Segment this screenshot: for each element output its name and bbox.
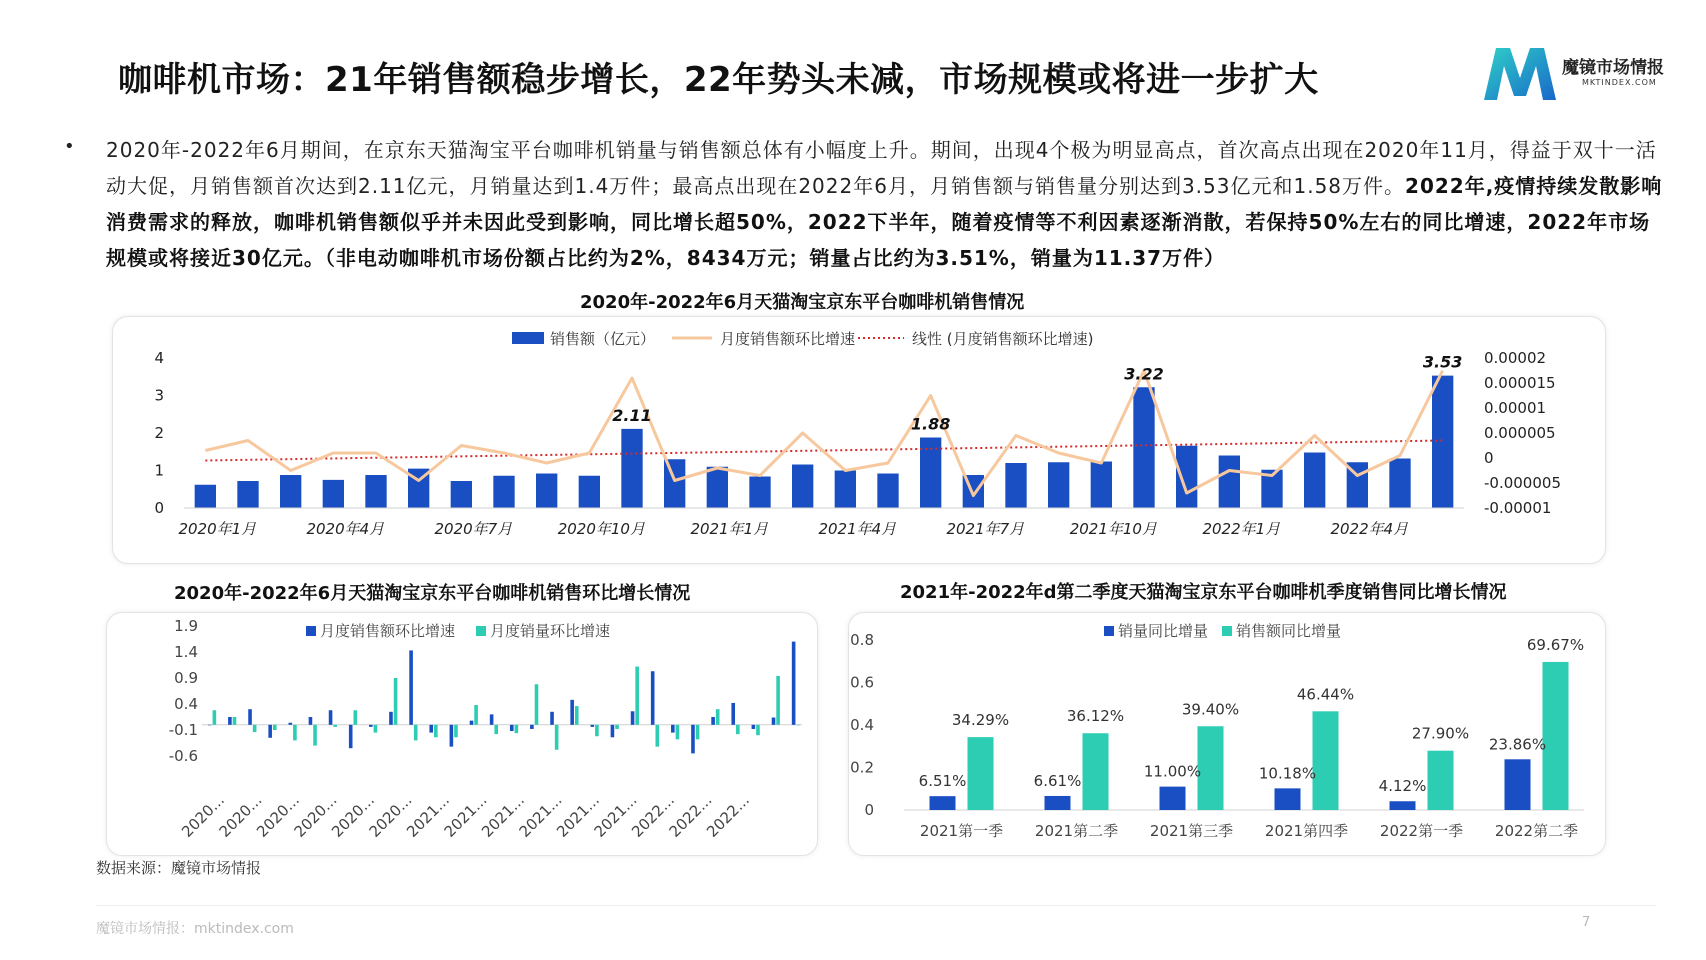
sales-bar [195, 485, 216, 508]
volume-mom-bar [796, 725, 800, 726]
sales-bar [877, 474, 898, 509]
sales-bar [792, 465, 813, 509]
volume-mom-bar [273, 725, 277, 730]
sales-bar [451, 481, 472, 508]
volume-mom-bar [394, 678, 398, 725]
sales-mom-bar [651, 671, 655, 725]
volume-mom-bar [555, 725, 559, 750]
y-right-tick-label: 0.000015 [1484, 374, 1556, 392]
x-tick-label: 2020年4月 [306, 520, 385, 538]
page-title: 咖啡机市场：21年销售额稳步增长，22年势头未减，市场规模或将进一步扩大 [118, 60, 1319, 100]
x-tick-label: 2022年4月 [1330, 520, 1409, 538]
footer-divider [96, 905, 1656, 906]
sales-mom-bar [248, 709, 252, 725]
x-tick-label: 2020... [215, 790, 266, 841]
sales-mom-bar [510, 725, 514, 731]
data-source: 数据来源：魔镜市场情报 [96, 859, 262, 877]
sales-bar [1176, 446, 1197, 508]
volume-yoy-label: 4.12% [1378, 777, 1427, 796]
sales-bar [579, 476, 600, 508]
sales-mom-bar [611, 725, 615, 737]
x-tick-label: 2021... [478, 790, 528, 841]
sales-yoy-bar [1198, 726, 1224, 810]
legend-label-volume-yoy: 销量同比增量 [1118, 622, 1209, 640]
x-tick-label: 2020年7月 [434, 520, 513, 538]
sales-mom-bar [711, 717, 715, 725]
x-tick-label: 2022... [703, 790, 753, 841]
logo-name: 魔镜市场情报 [1562, 58, 1664, 78]
sales-mom-bar [530, 725, 534, 729]
sales-bar [1389, 459, 1410, 509]
x-tick-label: 2020年1月 [178, 520, 257, 538]
y-right-tick-label: 0.00002 [1484, 349, 1547, 367]
y-tick-label: 0.9 [174, 669, 198, 687]
legend-label-sales-yoy: 销售额同比增量 [1236, 622, 1342, 640]
volume-mom-bar [696, 725, 700, 740]
sales-bar [1048, 462, 1069, 508]
volume-mom-bar [756, 725, 760, 735]
x-tick-label: 2020... [178, 790, 228, 841]
x-tick-label: 2020... [365, 790, 416, 841]
sales-bar [749, 477, 770, 509]
y-tick-label: 0.6 [850, 673, 874, 692]
volume-mom-bar [676, 725, 680, 740]
mom-chart [106, 612, 816, 854]
y-left-tick-label: 1 [154, 461, 164, 480]
summary-bold: 2022年,疫情持续发散影响消费需求的释放，咖啡机销售额似乎并未因此受到影响，同比增长超50%，2022下半年，随着疫情等不利因素逐渐消散，若保持50%左右的同比增速，2022年市场规模或将接近30亿元。（非电动咖啡机市场份额占比约为2%，8434万元；销量占比约为3.51%，销量为11.37万件） [106, 174, 1663, 270]
x-tick-label: 2021第一季 [919, 822, 1004, 840]
sales-yoy-label: 27.90% [1411, 724, 1470, 743]
volume-yoy-bar [930, 796, 956, 810]
sales-bar [1005, 463, 1026, 508]
y-right-tick-label: 0.000005 [1484, 424, 1556, 442]
y-tick-label: 0.4 [174, 695, 198, 713]
y-tick-label: -0.6 [168, 747, 198, 765]
sales-mom-bar [570, 700, 574, 725]
volume-mom-bar [535, 684, 539, 725]
x-tick-label: 2022... [665, 790, 716, 841]
yoy-chart-title: 2021年-2022年d第二季度天猫淘宝京东平台咖啡机季度销售同比增长情况 [900, 582, 1507, 603]
sales-yoy-bar [1083, 733, 1109, 810]
x-tick-label: 2020... [328, 790, 378, 841]
x-tick-label: 2021... [590, 790, 641, 841]
volume-mom-bar [454, 725, 458, 737]
y-right-tick-label: 0.00001 [1484, 399, 1547, 417]
volume-mom-bar [515, 725, 519, 733]
volume-mom-bar [575, 706, 579, 725]
sales-yoy-label: 69.67% [1526, 635, 1585, 654]
y-right-tick-label: 0 [1484, 449, 1494, 467]
volume-yoy-label: 11.00% [1143, 762, 1202, 781]
sales-mom-bar [450, 725, 454, 747]
volume-yoy-bar [1160, 787, 1186, 810]
volume-mom-bar [615, 725, 619, 729]
sales-mom-bar [208, 725, 212, 726]
volume-mom-bar [656, 725, 660, 747]
main-chart [112, 316, 1604, 562]
sales-mom-bar [228, 717, 232, 725]
sales-data-label: 2.11 [612, 405, 652, 425]
sales-mom-bar [289, 723, 293, 725]
sales-yoy-bar [1313, 711, 1339, 810]
volume-mom-bar [716, 709, 720, 725]
legend-label-trend: 线性 (月度销售额环比增速) [912, 330, 1094, 348]
sales-bar [707, 467, 728, 508]
sales-mom-bar [329, 710, 333, 725]
sales-bar [1432, 376, 1453, 508]
x-tick-label: 2021年4月 [818, 520, 897, 538]
legend-label-mom: 月度销售额环比增速 [720, 330, 856, 348]
sales-yoy-label: 39.40% [1181, 700, 1240, 719]
volume-yoy-label: 6.51% [918, 772, 967, 791]
volume-yoy-bar [1045, 796, 1071, 810]
y-tick-label: 0.8 [850, 631, 874, 649]
sales-data-label: 3.22 [1124, 364, 1164, 384]
x-tick-label: 2021... [553, 790, 603, 841]
x-tick-label: 2020年10月 [557, 520, 645, 538]
sales-mom-bar [470, 721, 474, 725]
sales-bar [1304, 453, 1325, 509]
sales-mom-bar [772, 718, 776, 725]
volume-mom-bar [595, 725, 599, 736]
sales-bar [536, 474, 557, 509]
x-tick-label: 2021... [403, 790, 453, 841]
y-left-tick-label: 4 [154, 349, 164, 367]
sales-bar [1133, 387, 1154, 508]
volume-mom-bar [233, 717, 237, 725]
sales-yoy-label: 46.44% [1296, 685, 1355, 704]
y-left-tick-label: 3 [154, 386, 164, 405]
volume-mom-bar [253, 725, 257, 732]
sales-bar [237, 481, 258, 508]
legend-label-volume-mom: 月度销量环比增速 [490, 622, 611, 640]
volume-yoy-bar [1275, 788, 1301, 810]
x-tick-label: 2022第二季 [1494, 822, 1579, 840]
main-chart-title: 2020年-2022年6月天猫淘宝京东平台咖啡机销售情况 [580, 292, 1025, 313]
sales-mom-bar [268, 725, 272, 738]
volume-yoy-bar [1505, 759, 1531, 810]
sales-bar [323, 480, 344, 508]
sales-yoy-bar [1428, 751, 1454, 810]
summary-paragraph [106, 132, 1666, 276]
sales-bar [621, 429, 642, 508]
volume-mom-bar [374, 725, 378, 733]
sales-mom-bar [731, 703, 735, 725]
sales-yoy-bar [1543, 662, 1569, 810]
x-tick-label: 2020... [290, 790, 341, 841]
y-left-tick-label: 0 [154, 499, 164, 517]
yoy-chart [848, 612, 1604, 854]
sales-mom-bar [792, 642, 796, 725]
y-tick-label: 0 [864, 801, 874, 819]
sales-bar [664, 459, 685, 508]
x-tick-label: 2021第四季 [1264, 822, 1349, 840]
legend-swatch-volume-yoy [1104, 626, 1114, 636]
sales-bar [365, 475, 386, 508]
sales-yoy-label: 36.12% [1066, 707, 1125, 726]
sales-mom-bar [591, 725, 595, 727]
volume-yoy-bar [1390, 801, 1416, 810]
x-tick-label: 2022第一季 [1379, 822, 1464, 840]
sales-bar [280, 475, 301, 508]
sales-mom-bar [752, 725, 756, 729]
logo-subtitle: MKTINDEX.COM [1582, 78, 1657, 87]
sales-yoy-label: 34.29% [951, 711, 1010, 730]
sales-mom-bar [309, 717, 313, 725]
sales-mom-bar [631, 711, 635, 725]
y-tick-label: 0.4 [850, 716, 874, 734]
sales-mom-bar [389, 712, 393, 725]
sales-data-label: 1.88 [910, 414, 951, 434]
x-tick-label: 2021第三季 [1149, 822, 1234, 840]
volume-mom-bar [293, 725, 297, 741]
x-tick-label: 2022年1月 [1202, 520, 1281, 538]
x-tick-label: 2021第二季 [1034, 822, 1119, 840]
x-tick-label: 2020... [253, 790, 303, 841]
sales-mom-bar [671, 725, 675, 733]
sales-bar [835, 471, 856, 509]
x-tick-label: 2021年10月 [1069, 520, 1157, 538]
sales-mom-bar [409, 650, 413, 724]
x-tick-label: 2021... [440, 790, 491, 841]
volume-mom-bar [213, 710, 217, 725]
sales-mom-bar [429, 725, 433, 733]
mom-growth-line [205, 371, 1442, 496]
volume-mom-bar [494, 725, 498, 734]
x-tick-label: 2021年1月 [690, 520, 769, 538]
volume-mom-bar [313, 725, 317, 746]
legend-swatch-sales-yoy [1222, 626, 1232, 636]
y-tick-label: 0.2 [850, 758, 874, 777]
sales-mom-bar [691, 725, 695, 754]
volume-mom-bar [434, 725, 438, 737]
mom-chart-title: 2020年-2022年6月天猫淘宝京东平台咖啡机销售环比增长情况 [174, 583, 691, 604]
page-number: 7 [1582, 915, 1591, 930]
volume-mom-bar [414, 725, 418, 741]
y-tick-label: -0.1 [168, 721, 198, 739]
legend-swatch-volume-mom [476, 626, 486, 636]
volume-yoy-label: 6.61% [1033, 771, 1082, 790]
sales-data-label: 3.53 [1422, 352, 1463, 372]
y-tick-label: 1.9 [174, 617, 198, 635]
sales-mom-bar [349, 725, 353, 748]
volume-yoy-label: 23.86% [1488, 735, 1547, 754]
sales-bar [1219, 456, 1240, 509]
x-tick-label: 2021... [515, 790, 566, 841]
volume-mom-bar [776, 676, 780, 725]
sales-yoy-bar [968, 737, 994, 810]
volume-mom-bar [333, 725, 337, 727]
sales-bar [493, 476, 514, 508]
volume-mom-bar [474, 705, 478, 725]
y-left-tick-label: 2 [154, 424, 164, 442]
sales-mom-bar [490, 714, 494, 724]
sales-mom-bar [369, 725, 373, 727]
volume-mom-bar [354, 710, 358, 725]
legend-swatch-sales-mom [306, 626, 316, 636]
y-tick-label: 1.4 [174, 643, 198, 661]
y-right-tick-label: -0.00001 [1484, 499, 1552, 517]
legend-label-sales: 销售额（亿元） [550, 330, 656, 348]
y-right-tick-label: -0.000005 [1484, 474, 1561, 492]
volume-mom-bar [635, 667, 639, 725]
bullet-icon: • [64, 136, 75, 157]
footer-text: 魔镜市场情报：mktindex.com [96, 921, 294, 937]
sales-mom-bar [550, 712, 554, 725]
x-tick-label: 2022... [628, 790, 678, 841]
sales-bar [1091, 462, 1112, 509]
legend-label-sales-mom: 月度销售额环比增速 [320, 622, 456, 640]
volume-mom-bar [736, 725, 740, 734]
volume-yoy-label: 10.18% [1258, 764, 1317, 783]
legend-swatch-sales [512, 332, 544, 344]
x-tick-label: 2021年7月 [946, 520, 1025, 538]
summary-normal: 2020年-2022年6月期间，在京东天猫淘宝平台咖啡机销量与销售额总体有小幅度上升。期间，出现4个极为明显高点，首次高点出现在2020年11月，得益于双十一活动大促，月销售额首次达到2.11亿元，月销量达到1.4万件；最高点出现在2022年6月，月销售额与销售量分别达到3.53亿元和1.58万件。 [106, 138, 1657, 198]
